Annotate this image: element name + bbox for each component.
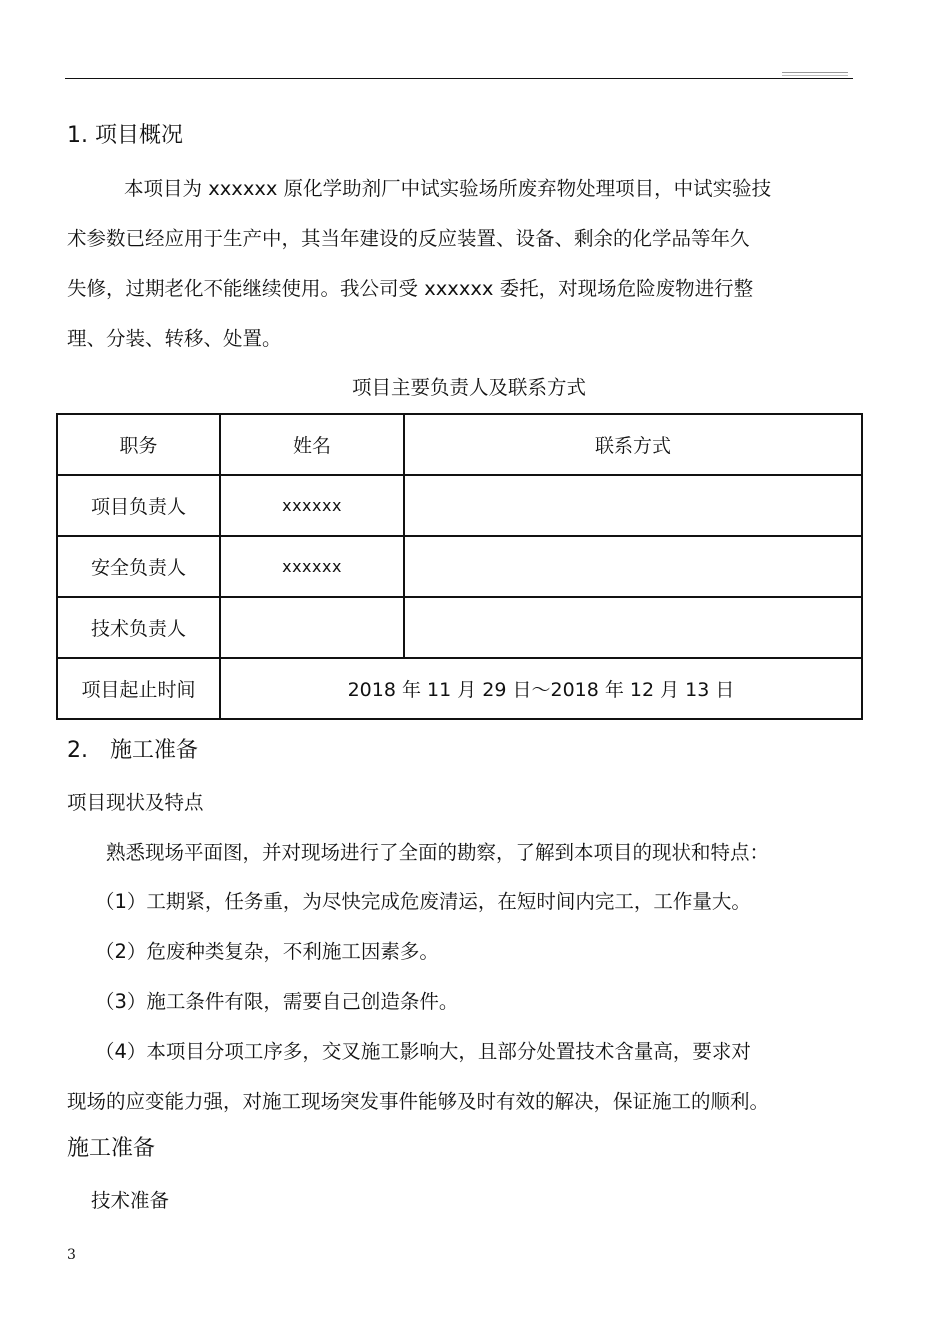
role-cell: 安全负责人: [57, 536, 220, 597]
table-period-row: [57, 658, 862, 719]
role-cell: 技术负责人: [57, 597, 220, 658]
contact-cell: [404, 536, 862, 597]
header-rule: [65, 78, 853, 79]
list-item: （4）本项目分项工序多，交叉施工影响大，且部分处置技术含量高，要求对: [95, 1040, 751, 1063]
name-cell: xxxxxx: [220, 536, 404, 597]
table-header-row: [57, 414, 862, 475]
period-value-cell: 2018 年 11 月 29 日～2018 年 12 月 13 日: [220, 658, 862, 719]
table-row: [57, 597, 862, 658]
page-number: 3: [67, 1247, 76, 1263]
contact-cell: [404, 597, 862, 658]
contact-cell: [404, 475, 862, 536]
period-label-cell: 项目起止时间: [57, 658, 220, 719]
list-item-continuation: 现场的应变能力强，对施工现场突发事件能够及时有效的解决，保证施工的顺利。: [67, 1090, 770, 1113]
section1-heading: 1. 项目概况: [67, 123, 183, 148]
section1-paragraph-line: 本项目为 xxxxxx 原化学助剂厂中试实验场所废弃物处理项目，中试实验技: [124, 177, 772, 200]
section2-heading: 2. 施工准备: [67, 738, 198, 763]
list-item: （1）工期紧，任务重，为尽快完成危废清运，在短时间内完工，工作量大。: [95, 890, 751, 913]
section1-paragraph-line: 术参数已经应用于生产中，其当年建设的反应装置、设备、剩余的化学品等年久: [67, 227, 750, 250]
list-item: （2）危废种类复杂，不利施工因素多。: [95, 940, 439, 963]
section3-subheading: 技术准备: [91, 1189, 170, 1212]
section2-subheading: 项目现状及特点: [67, 791, 204, 814]
name-cell: [220, 597, 404, 658]
header-mark-secondary: [782, 75, 848, 76]
role-cell: 项目负责人: [57, 475, 220, 536]
contact-table: [56, 413, 863, 720]
section1-paragraph-line: 失修，过期老化不能继续使用。我公司受 xxxxxx 委托，对现场危险废物进行整: [67, 277, 754, 300]
section1-paragraph-line: 理、分装、转移、处置。: [67, 327, 282, 350]
section2-intro: 熟悉现场平面图，并对现场进行了全面的勘察，了解到本项目的现状和特点：: [106, 841, 770, 864]
name-cell: xxxxxx: [220, 475, 404, 536]
header-cell-role: 职务: [57, 414, 220, 475]
table-row: [57, 536, 862, 597]
header-cell-name: 姓名: [220, 414, 404, 475]
header-mark: [782, 72, 848, 73]
table-row: [57, 475, 862, 536]
table-caption: 项目主要负责人及联系方式: [352, 376, 587, 399]
section3-heading: 施工准备: [67, 1136, 156, 1161]
list-item: （3）施工条件有限，需要自己创造条件。: [95, 990, 459, 1013]
header-cell-contact: 联系方式: [404, 414, 862, 475]
